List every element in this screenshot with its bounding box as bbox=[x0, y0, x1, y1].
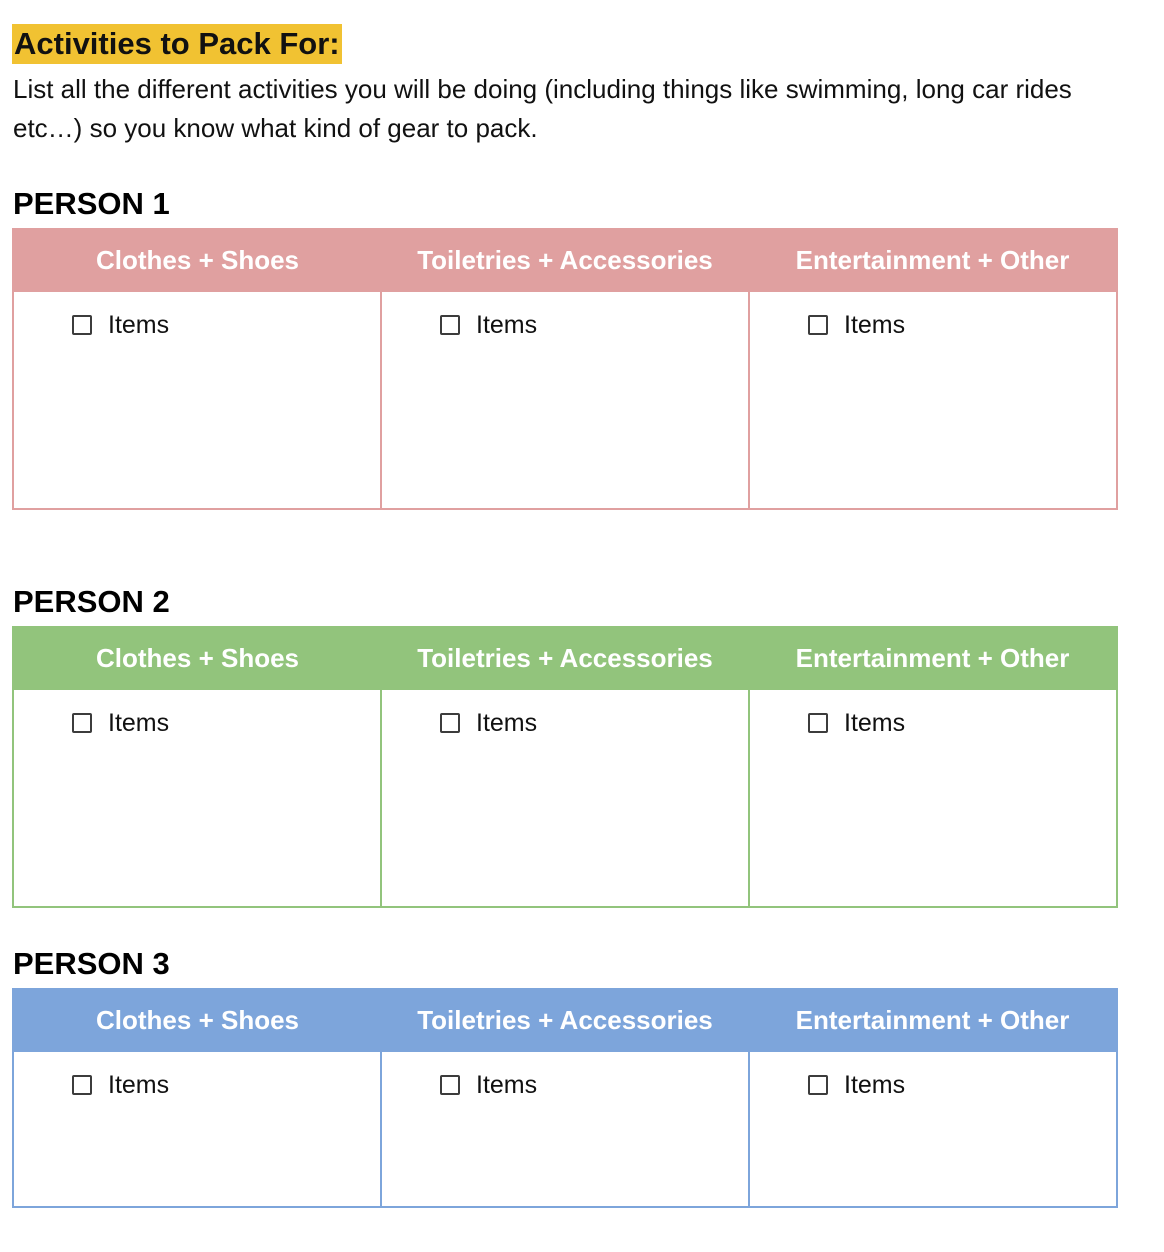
checkbox-icon[interactable] bbox=[440, 1075, 460, 1095]
person-1-header-clothes: Clothes + Shoes bbox=[96, 244, 299, 275]
person-3-header-entertainment: Entertainment + Other bbox=[795, 1004, 1070, 1035]
checklist-item bbox=[440, 1072, 748, 1098]
item-label[interactable]: Items bbox=[108, 709, 170, 737]
person-1-packing-table bbox=[12, 228, 1118, 510]
person-2-packing-table bbox=[12, 626, 1118, 908]
checklist-item bbox=[808, 312, 1116, 338]
item-label[interactable]: Items bbox=[476, 709, 538, 737]
person-2-cell-clothes[interactable] bbox=[13, 689, 381, 907]
checkbox-icon[interactable] bbox=[72, 713, 92, 733]
item-label[interactable]: Items bbox=[108, 311, 170, 339]
item-label[interactable]: Items bbox=[476, 1071, 538, 1099]
page-heading: Activities to Pack For: bbox=[12, 24, 342, 64]
person-3-cell-clothes[interactable] bbox=[13, 1051, 381, 1207]
checklist-item bbox=[440, 710, 748, 736]
item-label[interactable]: Items bbox=[844, 1071, 906, 1099]
checklist-item bbox=[72, 312, 380, 338]
person-2-header-entertainment: Entertainment + Other bbox=[795, 642, 1070, 673]
checkbox-icon[interactable] bbox=[440, 713, 460, 733]
person-2-cell-entertainment[interactable] bbox=[749, 689, 1117, 907]
checklist-item bbox=[72, 710, 380, 736]
person-3-title: PERSON 3 bbox=[13, 946, 170, 981]
checklist-item bbox=[72, 1072, 380, 1098]
person-3-items-row bbox=[13, 1051, 1117, 1207]
checkbox-icon[interactable] bbox=[808, 315, 828, 335]
page-description: List all the different activities you will be doing (including things like swimming, long car rides etc…) so you know what kind of gear to pack. bbox=[13, 74, 1072, 143]
person-1-cell-toiletries[interactable] bbox=[381, 291, 749, 509]
person-3-packing-table bbox=[12, 988, 1118, 1208]
person-1-items-row bbox=[13, 291, 1117, 509]
checklist-item bbox=[808, 1072, 1116, 1098]
person-2-header-row bbox=[13, 627, 1117, 689]
checkbox-icon[interactable] bbox=[808, 713, 828, 733]
checklist-item bbox=[440, 312, 748, 338]
person-2-header-toiletries: Toiletries + Accessories bbox=[417, 642, 713, 673]
person-3-cell-toiletries[interactable] bbox=[381, 1051, 749, 1207]
person-2-items-row bbox=[13, 689, 1117, 907]
checkbox-icon[interactable] bbox=[808, 1075, 828, 1095]
person-3-header-row bbox=[13, 989, 1117, 1051]
person-2-cell-toiletries[interactable] bbox=[381, 689, 749, 907]
checkbox-icon[interactable] bbox=[72, 315, 92, 335]
person-1-cell-entertainment[interactable] bbox=[749, 291, 1117, 509]
person-3-header-clothes: Clothes + Shoes bbox=[96, 1004, 299, 1035]
checkbox-icon[interactable] bbox=[72, 1075, 92, 1095]
person-2-header-clothes: Clothes + Shoes bbox=[96, 642, 299, 673]
checkbox-icon[interactable] bbox=[440, 315, 460, 335]
item-label[interactable]: Items bbox=[108, 1071, 170, 1099]
person-1-header-row bbox=[13, 229, 1117, 291]
person-3-header-toiletries: Toiletries + Accessories bbox=[417, 1004, 713, 1035]
person-1-header-entertainment: Entertainment + Other bbox=[795, 244, 1070, 275]
person-2-title: PERSON 2 bbox=[13, 584, 170, 619]
person-1-header-toiletries: Toiletries + Accessories bbox=[417, 244, 713, 275]
item-label[interactable]: Items bbox=[476, 311, 538, 339]
person-3-cell-entertainment[interactable] bbox=[749, 1051, 1117, 1207]
person-1-title: PERSON 1 bbox=[13, 186, 170, 221]
person-1-cell-clothes[interactable] bbox=[13, 291, 381, 509]
item-label[interactable]: Items bbox=[844, 709, 906, 737]
item-label[interactable]: Items bbox=[844, 311, 906, 339]
checklist-item bbox=[808, 710, 1116, 736]
